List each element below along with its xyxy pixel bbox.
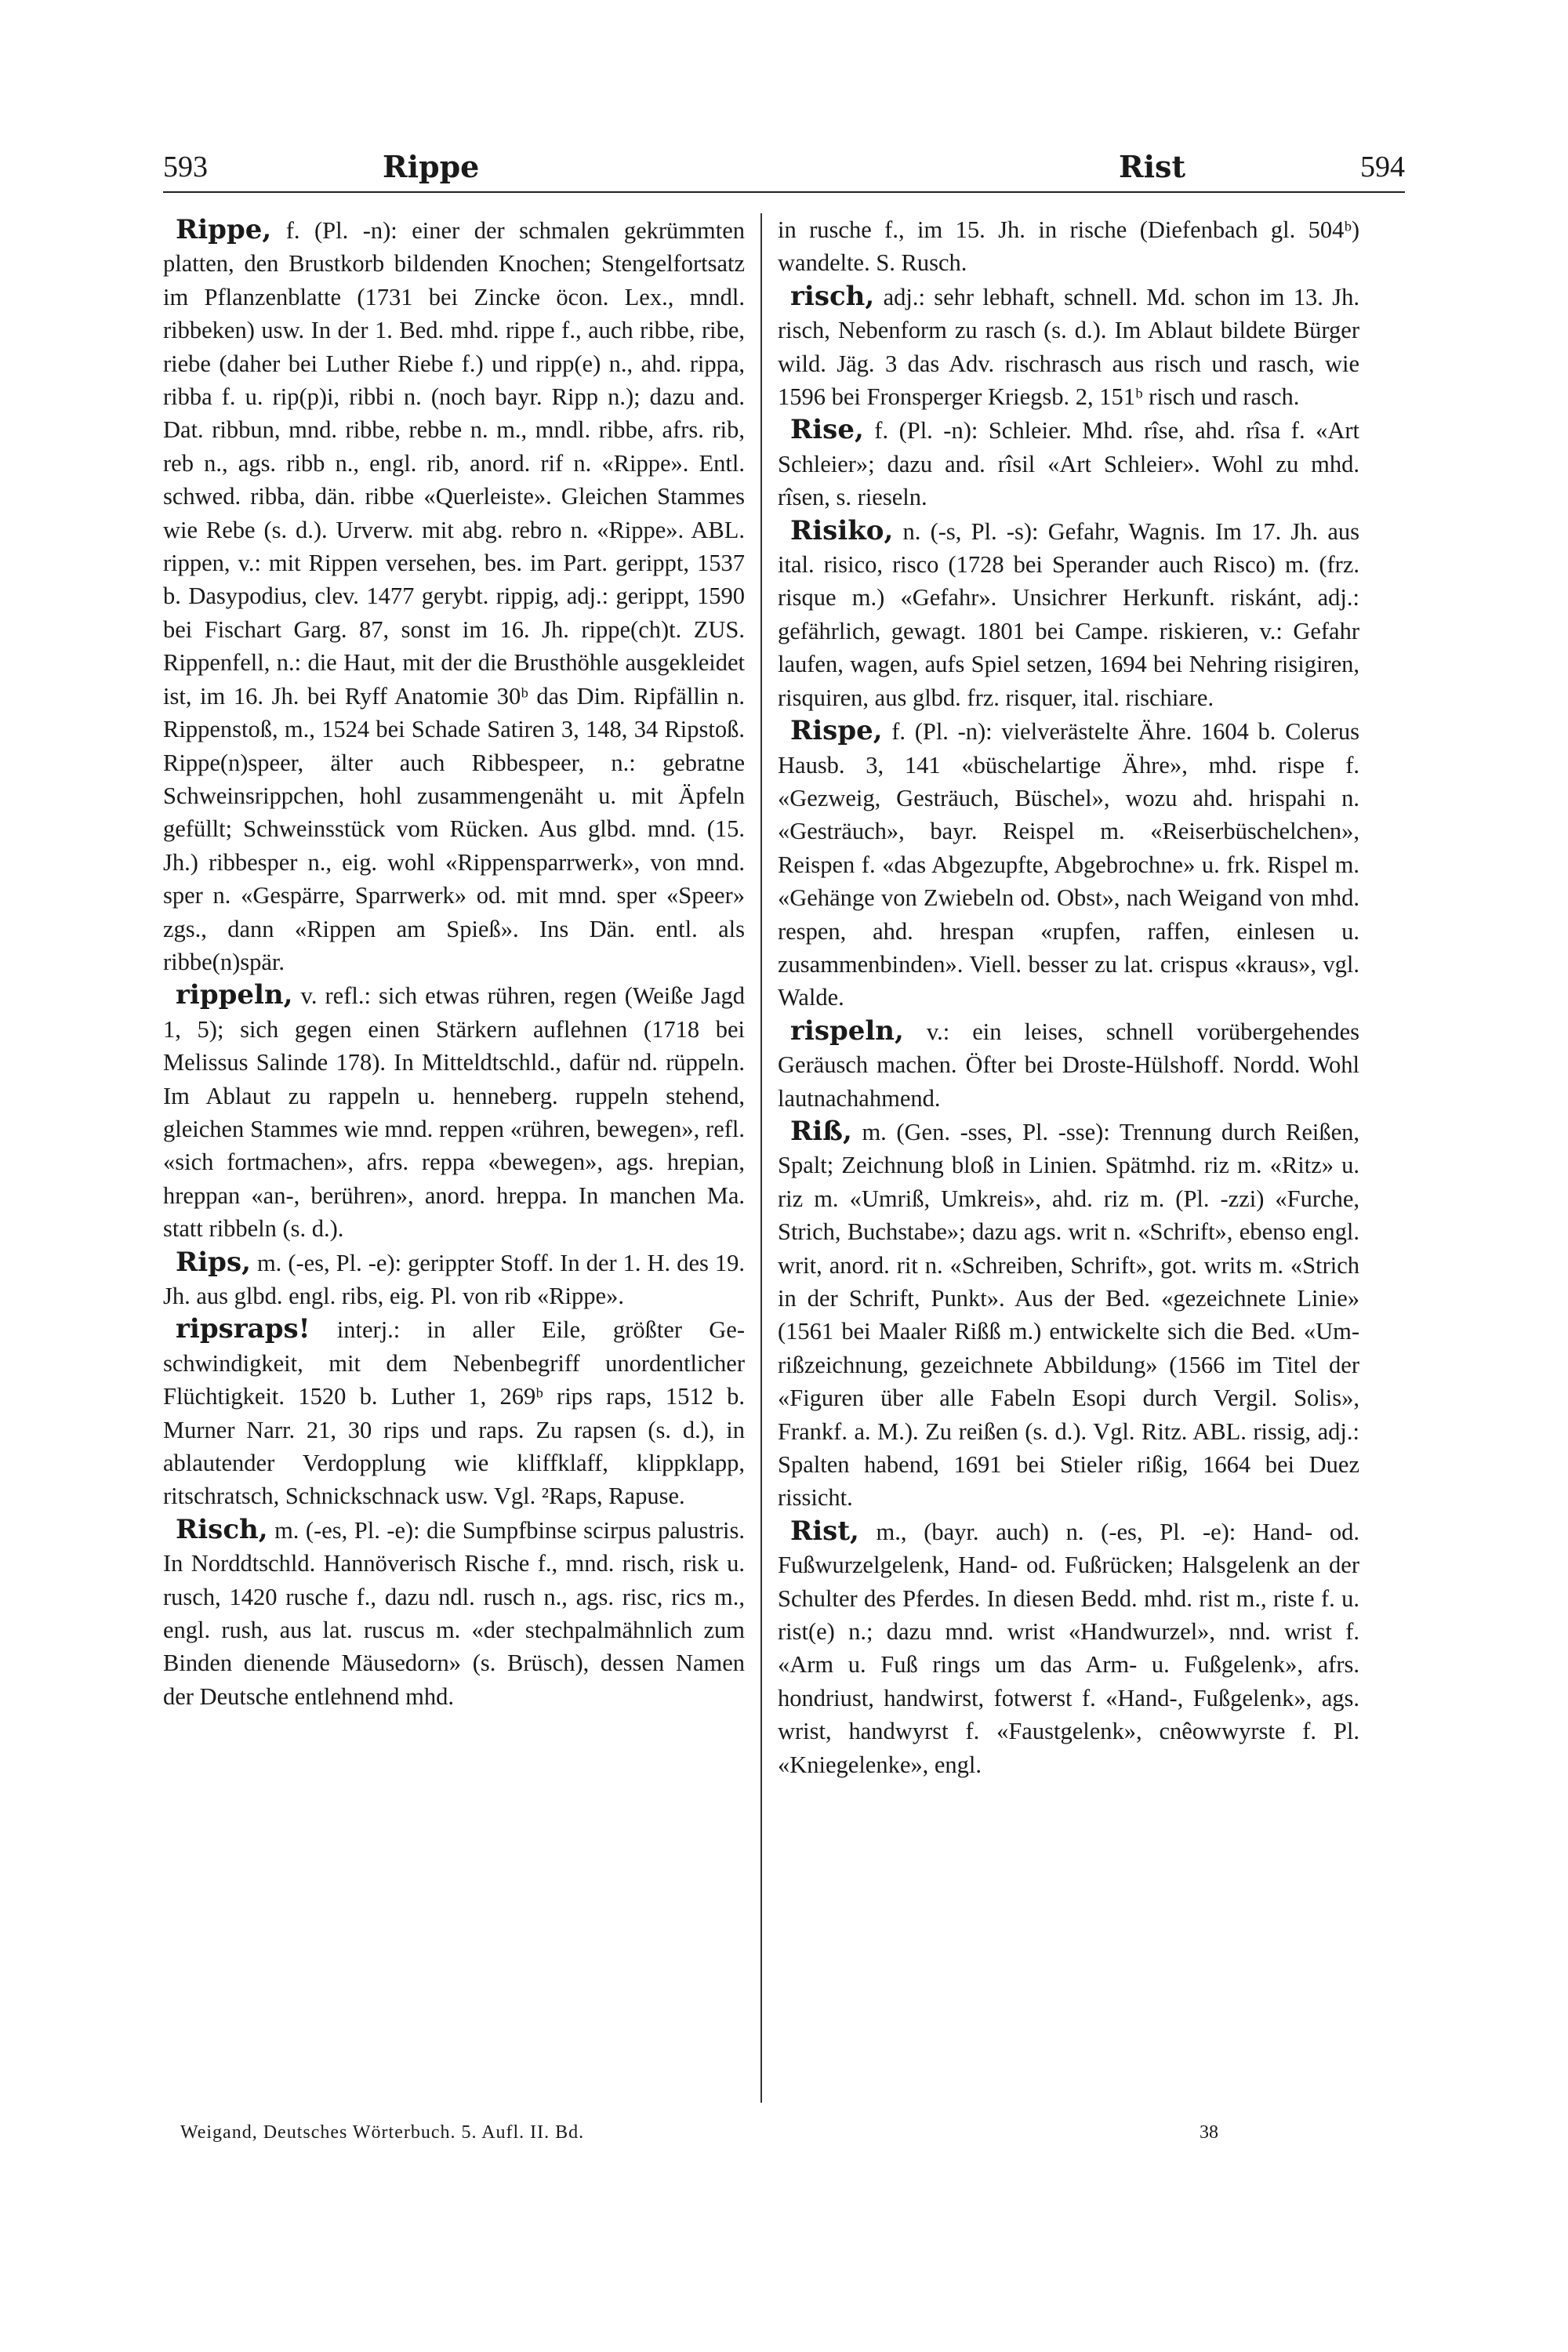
entry-lemma: Rispe, [790, 715, 883, 747]
entry-text: n. (-s, Pl. -s): Gefahr, Wagnis. Im 17. Jh. aus ital. risico, risco (1728 bei Sperander auch Risco) m. (frz. risque m.) «Gefahr». Unsichrer Herkunft. riskánt, adj.: gefährlich, gewagt. 1801 bei Campe. riskieren, v.: Gefahr laufen, wagen, aufs Spiel setzen, 1694 bei Nehring risigiren, risquiren, aus glbd. frz. risquer, ital. rischiare. [778, 517, 1359, 711]
entry-text: v.: ein leises, schnell vorübergehendes Geräusch machen. Öfter bei Droste-Hülshoff. Nordd. Wohl lautnachahmend. [778, 1018, 1359, 1112]
dictionary-entry [778, 1115, 1359, 1515]
dictionary-entry [778, 213, 1359, 280]
entry-text: in rusche f., im 15. Jh. in rische (Diefenbach gl. 504ᵇ) wandelte. S. Rusch. [778, 216, 1359, 277]
dictionary-entry [778, 1014, 1359, 1115]
footer-source: Weigand, Deutsches Wörterbuch. 5. Aufl. II. Bd. [180, 2122, 585, 2143]
dictionary-entry [778, 280, 1359, 414]
dictionary-entry [163, 1312, 745, 1512]
entry-lemma: Riß, [790, 1115, 852, 1147]
entry-text: f. (Pl. -n): einer der schmalen gekrümmten platten, den Brustkorb bildenden Knochen; Stengelfortsatz im Pflanzenblatte (1731 bei Zincke öcon. Lex., mndl. ribbeken) usw. In der 1. Bed. mhd. rippe f., auch ribbe, ribe, riebe (daher bei Luther Riebe f.) und ripp(e) n., ahd. rippa, ribba f. u. rip(p)i, ribbi n. (noch bayr. Ripp n.); dazu and. Dat. ribbun, mnd. ribbe, rebbe n. m., mndl. ribbe, afrs. rib, reb n., ags. ribb n., engl. rib, anord. rif n. «Rippe». Entl. schwed. ribba, dän. ribbe «Querleiste». Gleichen Stammes wie Rebe (s. d.). Urverw. mit abg. rebro n. «Rippe». ABL. rippen, v.: mit Rippen versehen, bes. im Part. gerippt, 1537 b. Dasypodius, clev. 1477 gerybt. rippig, adj.: gerippt, 1590 bei Fischart Garg. 87, sonst im 16. Jh. rippe(ch)t. ZUS. Rippenfell, n.: die Haut, mit der die Brusthöhle ausgekleidet ist, im 16. Jh. bei Ryff Anatomie 30ᵇ das Dim. Ripfällin n. Rippenstoß, m., 1524 bei Schade Satiren 3, 148, 34 Ripstoß. Rippe(n)speer, älter auch Ribbespeer, n.: gebratne Schweinsrippchen, hohl zusammengenäht u. mit Äpfeln gefüllt; Schweinsstück vom Rücken. Aus glbd. mnd. (15. Jh.) ribbesper n., eig. wohl «Rippensparrwerk», von mnd. sper n. «Gespärre, Sparrwerk» od. mit mnd. sper «Speer» zgs., dann «Rippen am Spieß». Ins Dän. entl. als ribbe(n)spär. [163, 217, 745, 975]
header-rule [163, 191, 1405, 193]
dictionary-entry [778, 1515, 1359, 1781]
dictionary-entry [778, 413, 1359, 514]
entry-text: f. (Pl. -n): vielverästelte Ähre. 1604 b. Colerus Hausb. 3, 141 «büschelartige Ähre», mhd. rispe f. «Gezweig, Gesträuch, Büschel», wozu ahd. hrispahi n. «Gesträuch», bayr. Reispel m. «Reiserbüschelchen», Reispen f. «das Abgezupfte, Abgebrochne» u. frk. Rispel m. «Gehänge von Zwiebeln od. Obst», nach Weigand von mhd. respen, ahd. hrespan «rupfen, raffen, einlesen u. zusammenbinden». Viell. besser zu lat. crispus «kraus», vgl. Walde. [778, 718, 1359, 1011]
entry-text: v. refl.: sich etwas rühren, regen (Weiße Jagd 1, 5); sich gegen einen Stärkern auflehnen (1718 bei Melissus Salinde 178). In Mitteldtschld., dafür nd. rüppeln. Im Ablaut zu rappeln u. henneberg. ruppeln stehend, gleichen Stammes wie mnd. reppen «rühren, bewegen», refl. «sich fortmachen», afrs. reppa «bewegen», ags. hrepian, hreppan «an-, berühren», anord. hreppa. In manchen Ma. statt ribbeln (s. d.). [163, 982, 746, 1243]
dictionary-entry [163, 213, 745, 978]
entry-lemma: ripsraps! [176, 1313, 310, 1345]
dictionary-entry [163, 1513, 745, 1713]
entry-text: f. (Pl. -n): Schleier. Mhd. rîse, ahd. rîsa f. «Art Schleier»; dazu and. rîsil «Art Schleier». Wohl zu mhd. rîsen, s. rieseln. [778, 417, 1359, 511]
entry-text: adj.: sehr lebhaft, schnell. Md. schon im 13. Jh. risch, Nebenform zu rasch (s. d.). Im Ablaut bildete Bürger wild. Jäg. 3 das Adv. rischrasch aus risch und rasch, wie 1596 bei Fronsperger Kriegsb. 2, 151ᵇ risch und rasch. [778, 283, 1359, 411]
dictionary-entry [778, 514, 1359, 714]
page-footer [180, 2117, 1403, 2148]
dictionary-entry [163, 978, 745, 1245]
running-head-right: Rist [1119, 149, 1185, 184]
running-head-left: Rippe [383, 149, 480, 184]
entry-lemma: Rips, [176, 1246, 251, 1278]
entry-text: m. (-es, Pl. -e): gerippter Stoff. In der 1. H. des 19. Jh. aus glbd. engl. ribs, eig. Pl. von rib «Rippe». [163, 1249, 745, 1309]
entry-text: m. (Gen. -sses, Pl. -sse): Trennung durch Reißen, Spalt; Zeichnung bloß in Linien. Spätmhd. riz m. «Ritz» u. riz m. «Umriß, Umkreis», ahd. riz m. (Pl. -zzi) «Furche, Strich, Buchstabe»; dazu ags. writ n. «Schrift», ebenso engl. writ, anord. rit n. «Schreiben, Schrift», got. writs m. «Strich in der Schrift, Punkt». Aus der Bed. «gezeichnete Linie» (1561 bei Maaler Rißß m.) entwickelte sich die Bed. «Umrißzeichnung, gezeichnete Abbildung» (1566 im Titel der «Figuren über alle Fabeln Esopi durch Vergil. Solis», Frankf. a. M.). Zu reißen (s. d.). Vgl. Ritz. ABL. rissig, adj.: Spalten habend, 1691 bei Stieler rißig, 1664 bei Duez rissicht. [778, 1118, 1359, 1512]
entry-lemma: Risch, [176, 1513, 268, 1545]
left-column [163, 213, 745, 2103]
entry-lemma: risch, [790, 280, 875, 312]
entry-lemma: Rist, [790, 1515, 859, 1547]
dictionary-entry [163, 1246, 745, 1313]
footer-signature: 38 [1200, 2122, 1218, 2143]
page-header [163, 147, 1405, 187]
page-number-right: 594 [1360, 151, 1405, 183]
page-number-left: 593 [163, 151, 208, 183]
entry-lemma: Rippe, [176, 214, 272, 245]
entry-lemma: rispeln, [790, 1014, 904, 1047]
entry-text: interj.: in aller Eile, größter Geschwindigkeit, mit dem Nebenbegriff unordentlicher Flüchtigkeit. 1520 b. Luther 1, 269ᵇ rips raps, 1512 b. Murner Narr. 21, 30 rips und raps. Zu rapsen (s. d.), in ablautender Verdopplung wie kliffklaff, klippklapp, ritschratsch, Schnickschnack usw. Vgl. ²Raps, Rapuse. [163, 1316, 746, 1510]
right-column [778, 213, 1359, 2103]
entry-lemma: Rise, [790, 414, 864, 446]
entry-lemma: rippeln, [176, 979, 293, 1011]
entry-text: m., (bayr. auch) n. (-es, Pl. -e): Hand- od. Fußwurzelgelenk, Hand- od. Fußrücken; Halsgelenk an der Schulter des Pferdes. In diesen Bedd. mhd. rist m., riste f. u. rist(e) n.; dazu mnd. wrist «Handwurzel», nnd. wrist f. «Arm u. Fuß rings um das Arm- u. Fußgelenk», afrs. hondriust, handwirst, fotwerst f. «Hand-, Fußgelenk», ags. wrist, handwyrst f. «Faustgelenk», cnêowwyrste f. Pl. «Kniegelenke», engl. [778, 1518, 1359, 1778]
dictionary-entry [778, 714, 1359, 1014]
entry-lemma: Risiko, [790, 514, 894, 546]
entry-text: m. (-es, Pl. -e): die Sumpfbinse scirpus palustris. In Norddtschld. Hannöverisch Rische f., mnd. risch, risk u. rusch, 1420 rusche f., dazu ndl. rusch n., ags. risc, rics m., engl. rush, aus lat. ruscus m. «der stechpalmähnlich zum Binden dienende Mäusedorn» (s. Brüsch), dessen Namen der Deutsche entlehnend mhd. [163, 1516, 746, 1710]
column-divider [760, 213, 762, 2103]
